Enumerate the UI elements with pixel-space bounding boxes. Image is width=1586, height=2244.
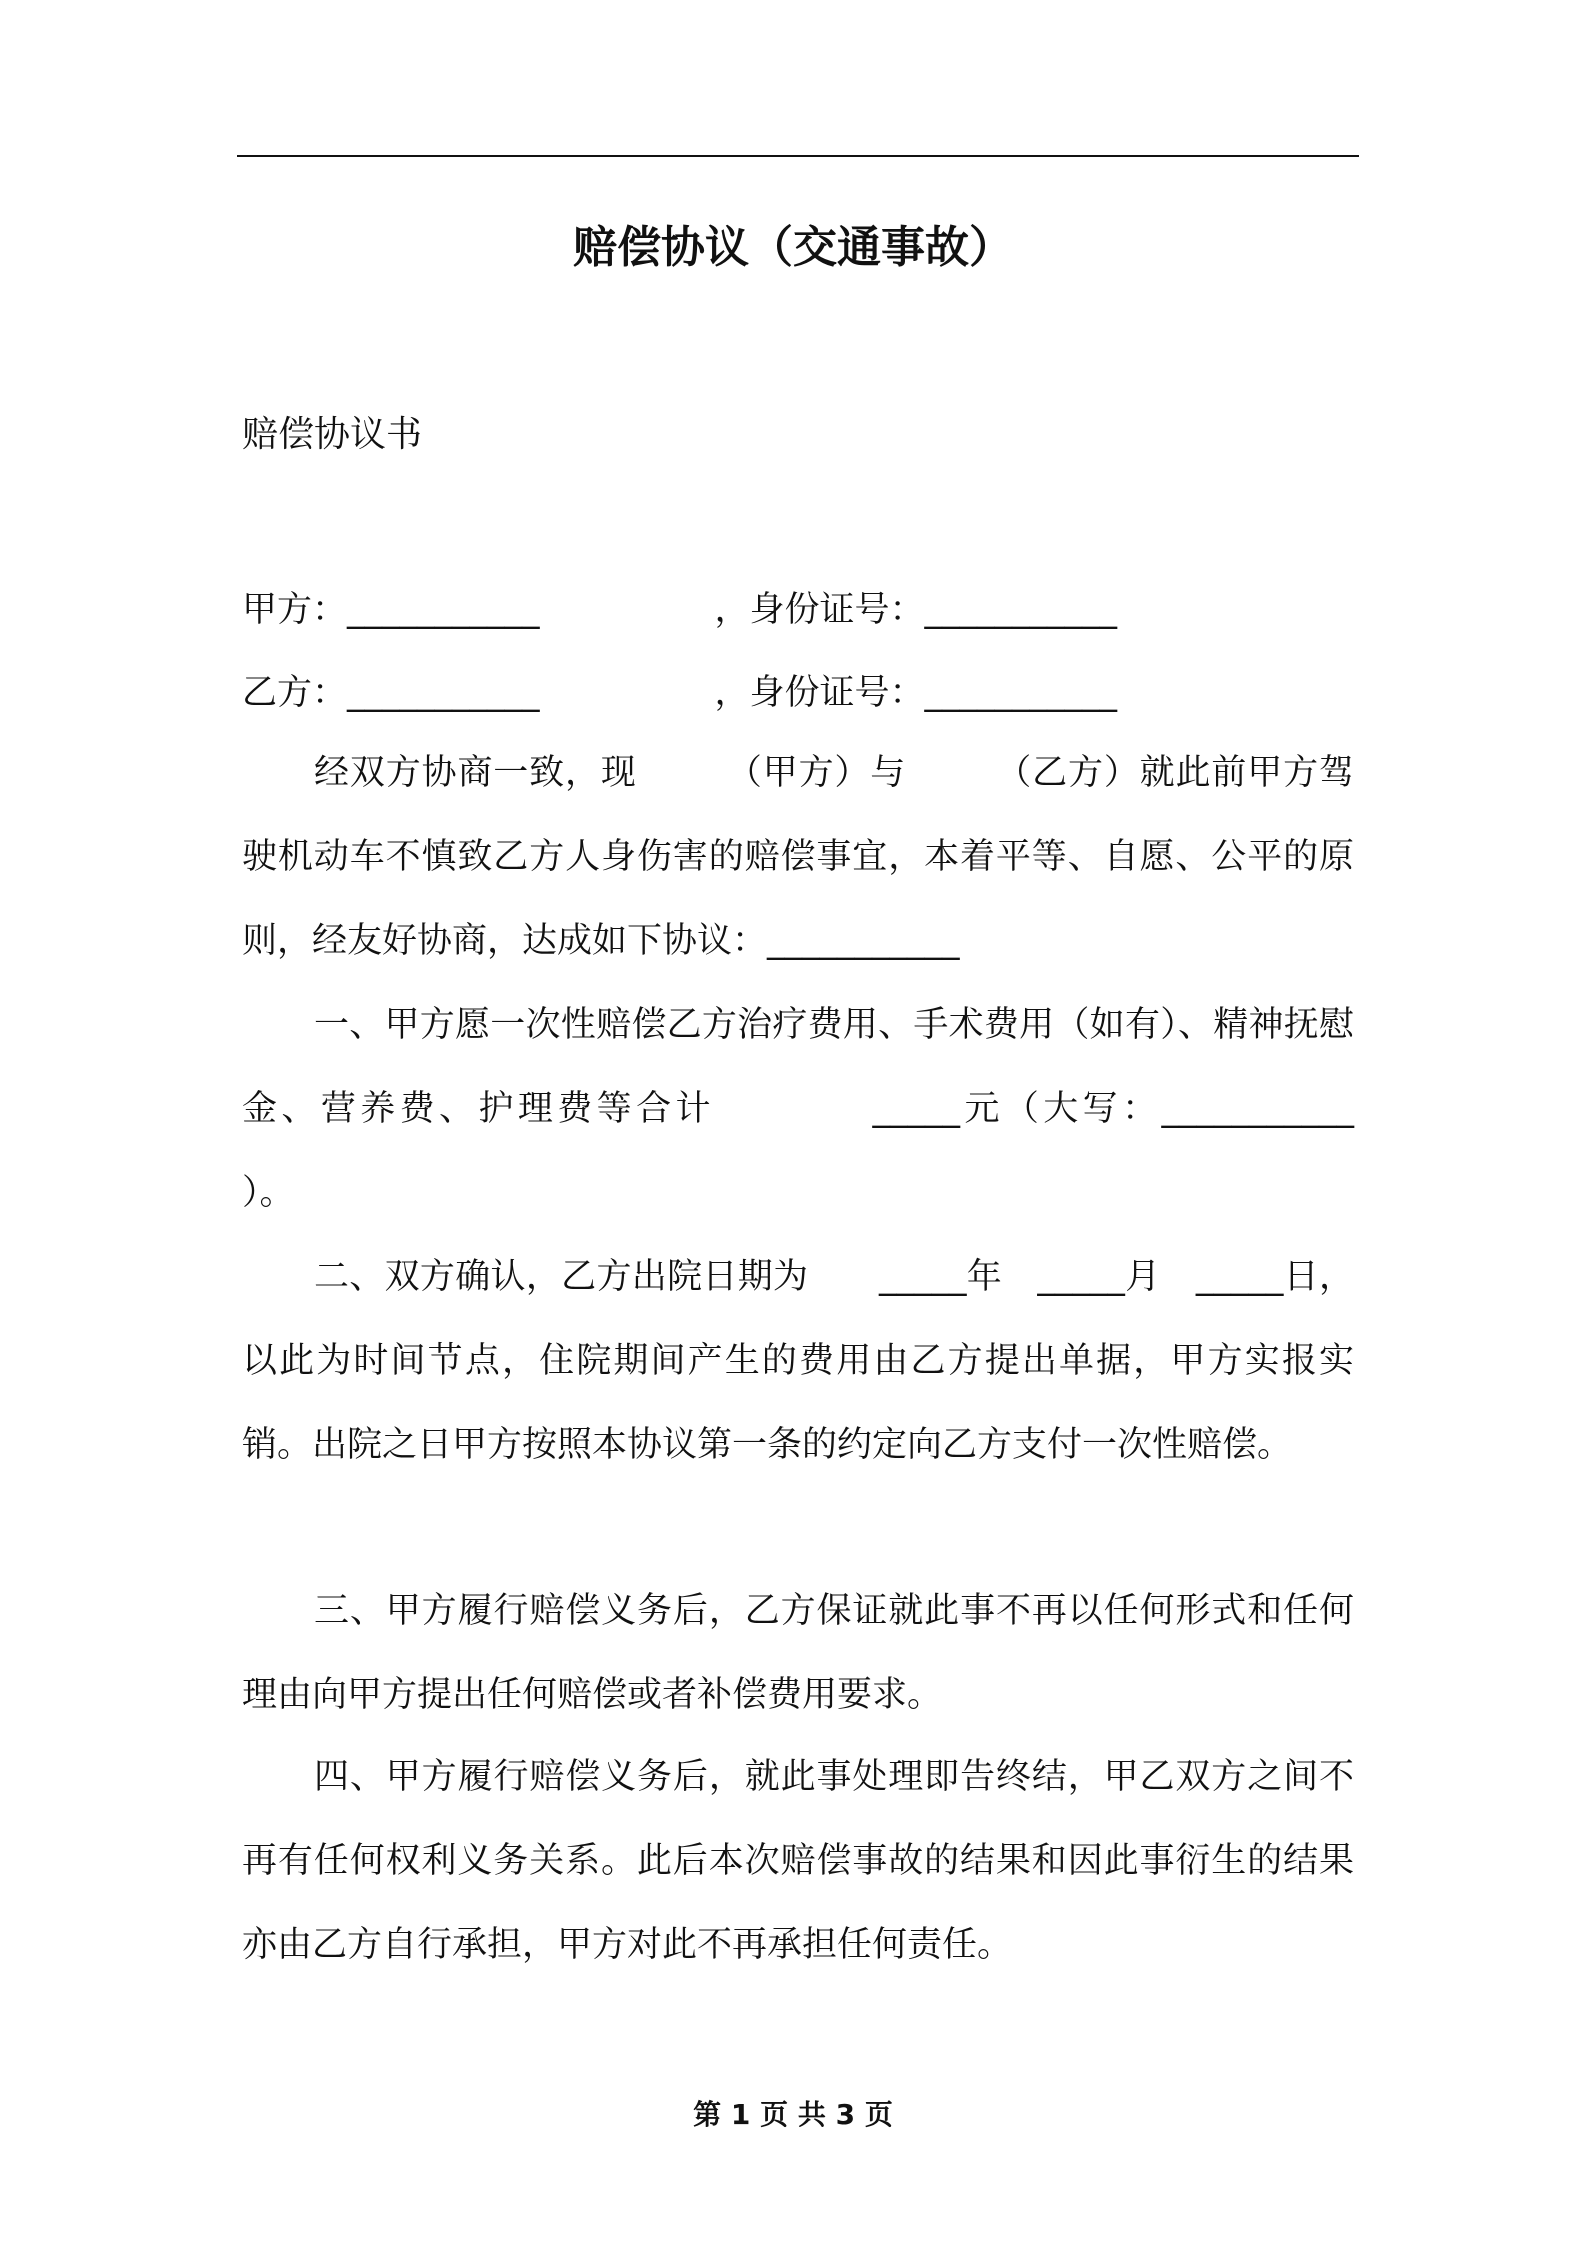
page-footer: 第 1 页 共 3 页 xyxy=(693,2098,893,2131)
party-a-line: 甲方：___________ ，身份证号：___________ xyxy=(242,590,1118,630)
document-subtitle: 赔偿协议书 xyxy=(242,414,423,455)
paragraph-clause-2: 二、双方确认，乙方出院日期为 _____年 _____月 _____日，以此为时间节点，住院期间产生的费用由乙方提出单据，甲方实报实销。出院之日甲方按照本协议第一条的约定向乙方支付一次性赔偿。 xyxy=(242,1257,1354,1465)
paragraph-clause-4: 四、甲方履行赔偿义务后，就此事处理即告终结，甲乙双方之间不再有任何权利义务关系。此后本次赔偿事故的结果和因此事衍生的结果亦由乙方自行承担，甲方对此不再承担任何责任。 xyxy=(242,1757,1354,1965)
party-b-line: 乙方：___________ ，身份证号：___________ xyxy=(242,673,1118,713)
header-rule xyxy=(237,155,1359,157)
paragraph-clause-3: 三、甲方履行赔偿义务后，乙方保证就此事不再以任何形式和任何理由向甲方提出任何赔偿或者补偿费用要求。 xyxy=(242,1591,1354,1715)
paragraph-intro: 经双方协商一致，现 （甲方）与 （乙方）就此前甲方驾驶机动车不慎致乙方人身伤害的赔偿事宜，本着平等、自愿、公平的原则，经友好协商，达成如下协议：___________ xyxy=(242,753,1354,961)
paragraph-clause-1: 一、甲方愿一次性赔偿乙方治疗费用、手术费用（如有）、精神抚慰金、营养费、护理费等合计 _____元（大写：___________ ）。 xyxy=(242,1005,1565,1213)
document-title: 赔偿协议（交通事故） xyxy=(573,222,1013,273)
